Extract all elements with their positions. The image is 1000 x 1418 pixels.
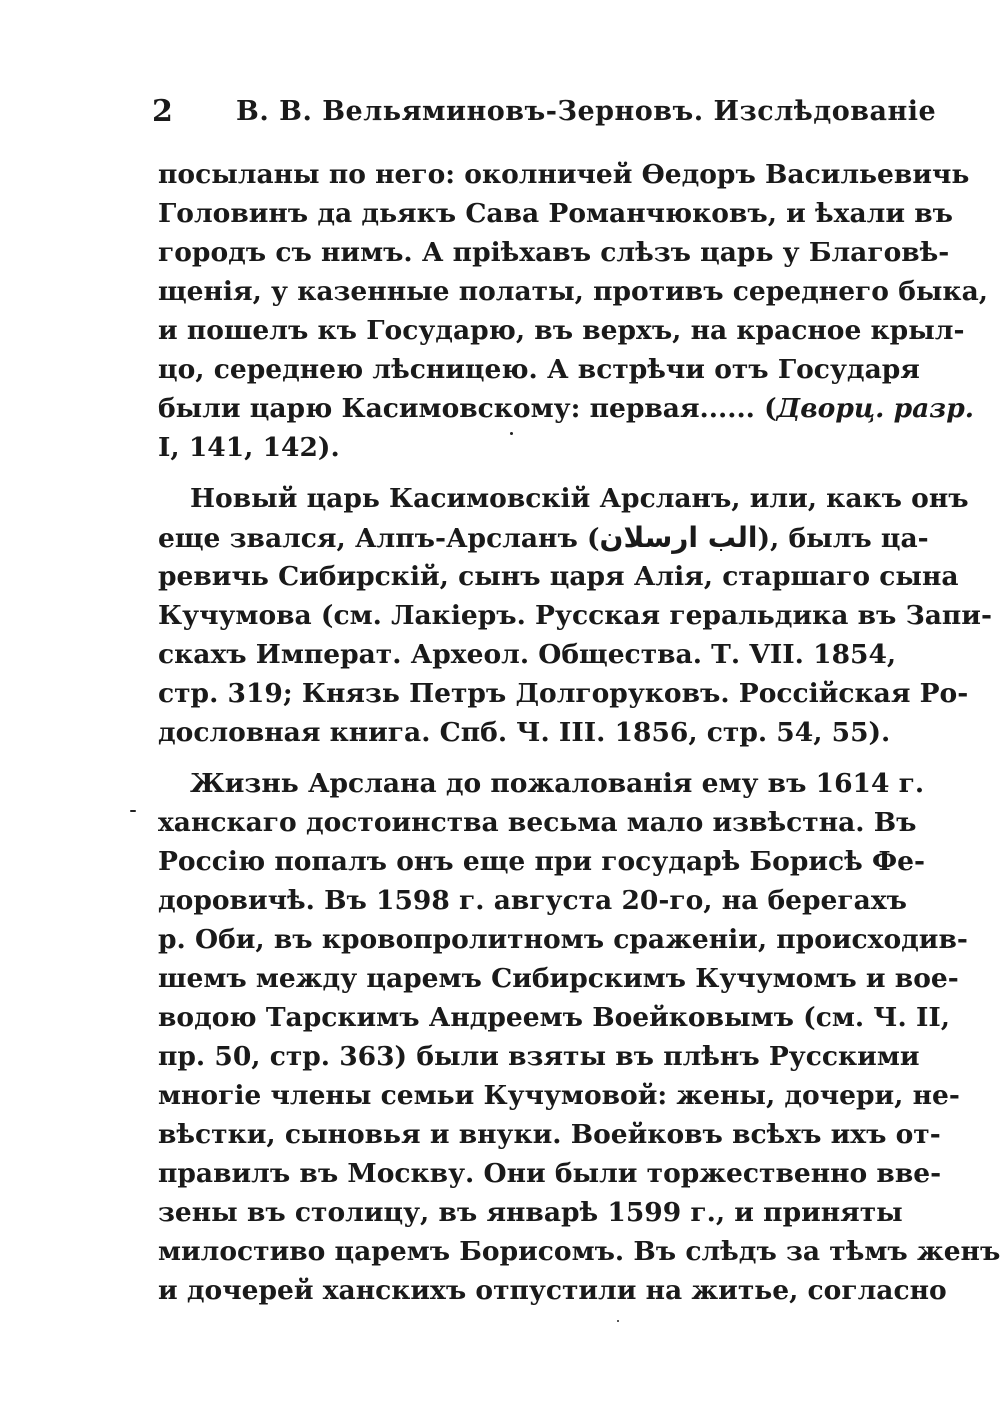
running-title: В. В. Вельяминовъ-Зерновъ. Изслѣдованіе: [236, 96, 937, 127]
text-line: ханскаго достоинства весьма мало извѣстна. Въ: [158, 807, 917, 838]
text-line: доровичѣ. Въ 1598 г. августа 20-го, на берегахъ: [158, 885, 907, 916]
paragraph: [158, 155, 988, 467]
text-line: пр. 50, стр. 363) были взяты въ плѣнъ Русскими: [158, 1041, 920, 1072]
body-text: [158, 155, 1000, 1322]
page-number: 2: [152, 94, 173, 129]
paragraph: [158, 764, 1000, 1310]
text-line: многіе члены семьи Кучумовой: жены, дочери, не-: [158, 1080, 960, 1111]
text-line: водою Тарскимъ Андреемъ Воейковымъ (см. Ч. II,: [158, 1002, 950, 1033]
text-line: вѣстки, сыновья и внуки. Воейковъ всѣхъ ихъ от-: [158, 1119, 941, 1150]
text-line: дословная книга. Спб. Ч. III. 1856, стр. 54, 55).: [158, 717, 891, 748]
text-line: Кучумова (см. Лакіеръ. Русская геральдика въ Запи-: [158, 600, 992, 631]
text-line: Новый царь Касимовскій Арсланъ, или, какъ онъ: [190, 483, 969, 514]
text-line: Жизнь Арслана до пожалованія ему въ 1614 г.: [190, 768, 925, 799]
text-line: и пошелъ къ Государю, въ верхъ, на красное крыл-: [158, 315, 965, 346]
page-header: [150, 92, 937, 132]
text-line: [158, 389, 974, 428]
print-speck: [617, 1320, 619, 1322]
text-line: Головинъ да дьякъ Сава Романчюковъ, и ѣхали въ: [158, 198, 953, 229]
text-line: щенія, у казенные полаты, противъ середнего быка,: [158, 276, 988, 307]
text-line: I, 141, 142).: [158, 432, 340, 463]
text-line: стр. 319; Князь Петръ Долгоруковъ. Россійская Ро-: [158, 678, 969, 709]
text-line: Россію попалъ онъ еще при государѣ Борисѣ Фе-: [158, 846, 925, 877]
text-line: городъ съ нимъ. А пріѣхавъ слѣзъ царь у Благовѣ-: [158, 237, 950, 268]
arabic-name: الب ارسلان: [599, 521, 758, 554]
text-line: зены въ столицу, въ январѣ 1599 г., и приняты: [158, 1197, 903, 1228]
text-line: [158, 518, 929, 557]
text-line: шемъ между царемъ Сибирскимъ Кучумомъ и вое-: [158, 963, 959, 994]
text-line: р. Оби, въ кровопролитномъ сраженіи, происходив-: [158, 924, 968, 955]
text-line: скахъ Императ. Археол. Общества. Т. VII. 1854,: [158, 639, 897, 670]
text-line: посыланы по него: околничей Ѳедоръ Васильевичь: [158, 159, 970, 190]
text-line: ревичь Сибирскій, сынъ царя Алія, старшаго сына: [158, 561, 959, 592]
text-line: милостиво царемъ Борисомъ. Въ слѣдъ за тѣмъ женъ: [158, 1236, 1000, 1267]
print-speck: [130, 810, 136, 812]
text-line: цо, середнею лѣсницею. А встрѣчи отъ Государя: [158, 354, 920, 385]
text-segment: ), былъ ца-: [757, 523, 929, 554]
text-segment: еще звался, Алпъ-Арсланъ (: [158, 523, 600, 554]
text-segment: были царю Касимовскому: первая...... (: [158, 393, 777, 424]
text-line: правилъ въ Москву. Они были торжественно вве-: [158, 1158, 942, 1189]
citation-italic: Дворц. разр.: [776, 393, 974, 424]
text-line: и дочерей ханскихъ отпустили на житье, согласно: [158, 1275, 947, 1306]
print-speck: [510, 432, 513, 435]
paragraph: [158, 479, 992, 752]
